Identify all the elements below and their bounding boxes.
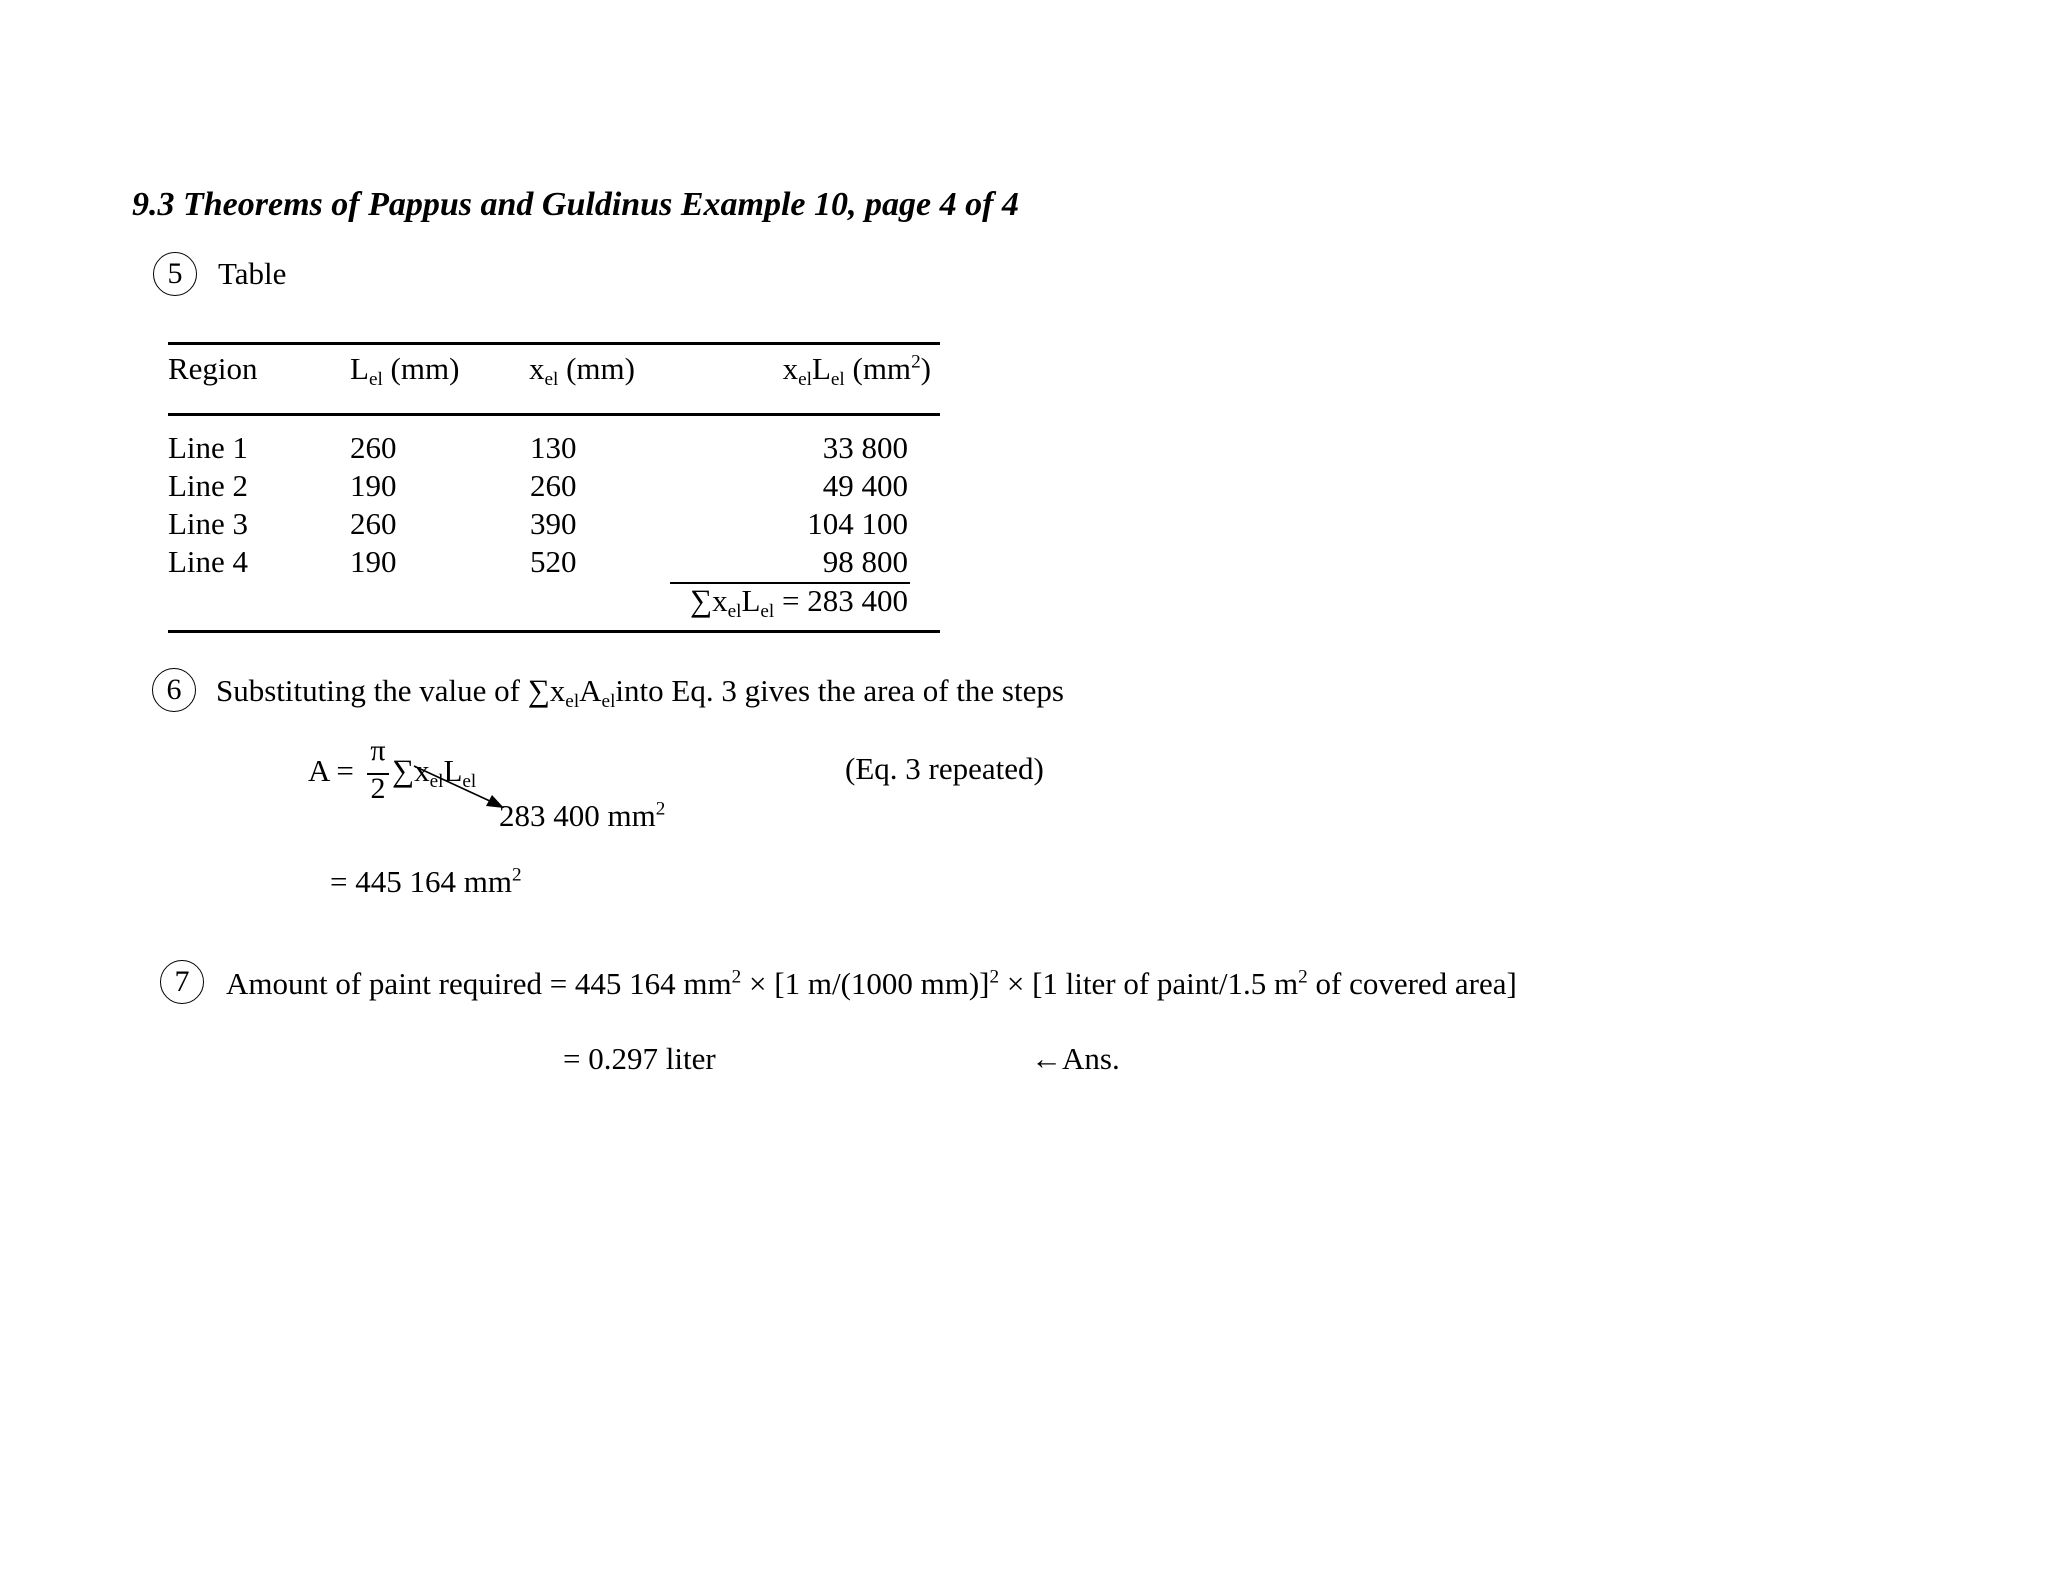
area-result: = 445 164 $mm^2$ bbox=[330, 864, 522, 899]
row-length: 190 bbox=[350, 544, 397, 579]
substitution-arrow bbox=[410, 762, 510, 812]
substituted-value: 283 400 $mm^2$ bbox=[499, 798, 666, 833]
table-top-rule bbox=[168, 342, 940, 345]
row-product: 49 400 bbox=[822, 468, 908, 503]
row-region: Line 3 bbox=[168, 506, 249, 541]
equation-lhs: A = bbox=[308, 753, 354, 788]
row-product: 104 100 bbox=[807, 506, 908, 541]
step-5-label: Table bbox=[218, 256, 287, 291]
page-title: 9.3 Theorems of Pappus and Guldinus Example 10, page 4 of 4 bbox=[132, 186, 1019, 223]
header-length: $L_{el}$ (mm) bbox=[350, 351, 460, 391]
fraction-denominator: 2 bbox=[370, 772, 386, 805]
header-product: $x_{el}L_{el}$ $(mm^2)$ bbox=[782, 351, 931, 391]
fraction-numerator: π bbox=[370, 734, 386, 767]
table-header-rule bbox=[168, 413, 940, 416]
table-bottom-rule bbox=[168, 630, 940, 633]
row-centroid-x: 130 bbox=[530, 430, 577, 465]
header-centroid-x: $x_{el}$ (mm) bbox=[529, 351, 635, 391]
answer-label: ←Ans. bbox=[1031, 1041, 1120, 1076]
header-region: Region bbox=[168, 351, 258, 386]
row-length: 260 bbox=[350, 430, 397, 465]
row-centroid-x: 520 bbox=[530, 544, 577, 579]
row-product: 33 800 bbox=[822, 430, 908, 465]
row-centroid-x: 260 bbox=[530, 468, 577, 503]
equation-sum: $\sum x_{el}L_{el}$ bbox=[392, 753, 477, 793]
paint-calculation: Amount of paint required = 445 164 $mm^2 \times [1$ m/(1000 mm)]$^2$ × [1 liter of paint/1.5 $m^2$ of covered area] bbox=[226, 966, 1517, 1001]
step-6-number: 6 bbox=[152, 668, 196, 712]
row-centroid-x: 390 bbox=[530, 506, 577, 541]
row-length: 190 bbox=[350, 468, 397, 503]
row-region: Line 1 bbox=[168, 430, 249, 465]
step-7-number: 7 bbox=[160, 960, 204, 1004]
paint-answer: = 0.297 liter bbox=[563, 1041, 716, 1076]
row-length: 260 bbox=[350, 506, 397, 541]
equation-note: (Eq. 3 repeated) bbox=[845, 751, 1044, 786]
row-region: Line 4 bbox=[168, 544, 249, 579]
row-product: 98 800 bbox=[822, 544, 908, 579]
step-6-text: Substituting the value of $\sum x_{el}A_{el}into$ Eq. 3 gives the area of the steps bbox=[216, 673, 1064, 713]
row-region: Line 2 bbox=[168, 468, 249, 503]
sum-total: $\sum x_{el}L_{el} = 283$ 400 bbox=[690, 583, 908, 623]
step-5-number: 5 bbox=[153, 252, 197, 296]
